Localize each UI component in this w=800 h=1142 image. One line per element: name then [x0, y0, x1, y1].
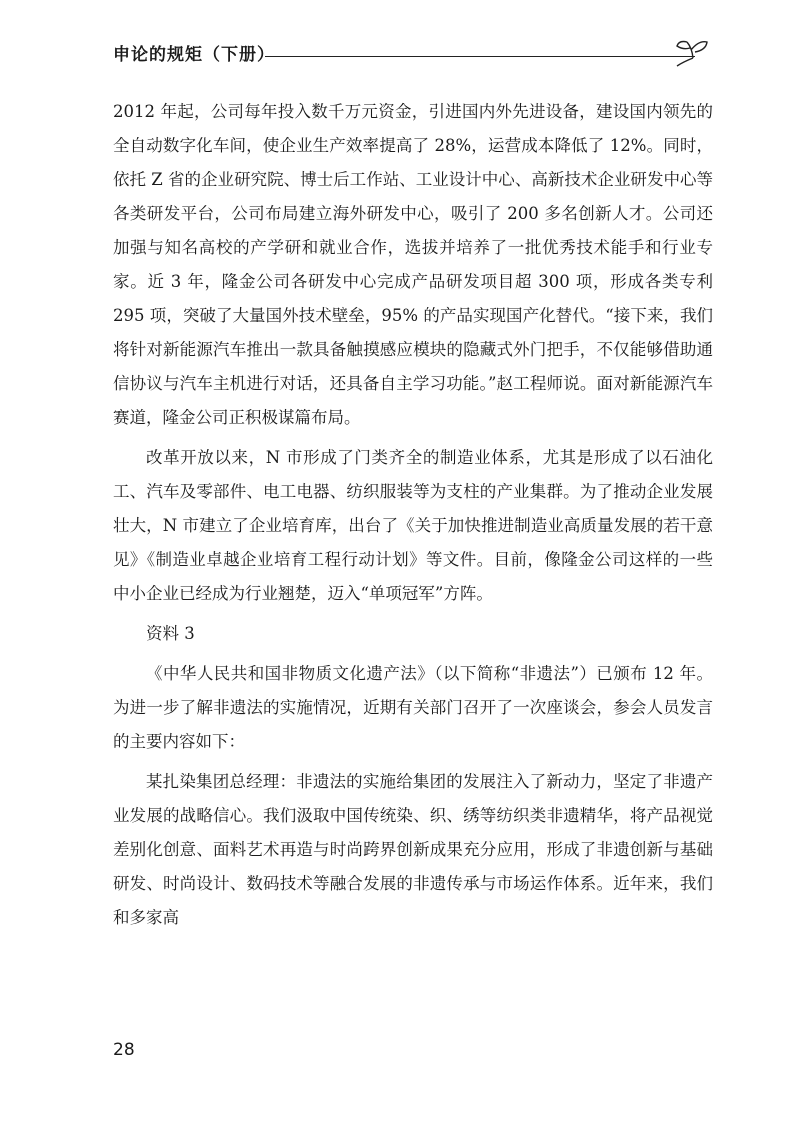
- paragraph-continuation: 2012 年起，公司每年投入数千万元资金，引进国内外先进设备，建设国内领先的全自动数字化车间，使企业生产效率提高了 28%，运营成本降低了 12%。同时，依托 Z 省的企业研究院、博士后工作站、工业设计中心、高新技术企业研发中心等各类研发平台，公司布局建立海外研发中心，吸引了 200 多名创新人才。公司还加强与知名高校的产学研和就业合作，选拔并培养了一批优秀技术能手和行业专家。近 3 年，隆金公司各研发中心完成产品研发项目超 300 项，形成各类专利 295 项，突破了大量国外技术壁垒，95% 的产品实现国产化替代。“接下来，我们将针对新能源汽车推出一款具备触摸感应模块的隐藏式外门把手，不仅能够借助通信协议与汽车主机进行对话，还具备自主学习功能。”赵工程师说。面对新能源汽车赛道，隆金公司正积极谋篇布局。: [113, 102, 713, 427]
- section-heading: 资料 3: [146, 624, 195, 643]
- paragraph-manufacturing: 改革开放以来，N 市形成了门类齐全的制造业体系，尤其是形成了以石油化工、汽车及零部件、电工电器、纺织服装等为支柱的产业集群。为了推动企业发展壮大，N 市建立了企业培育库，出台了《关于加快推进制造业高质量发展的若干意见》《制造业卓越企业培育工程行动计划》等文件。目前，像隆金公司这样的一些中小企业已经成为行业翘楚，迈入“单项冠军”方阵。: [113, 448, 713, 603]
- sprout-icon: [673, 36, 713, 72]
- book-title: 申论的规矩（下册）: [113, 45, 275, 65]
- paragraph-intro: 《中华人民共和国非物质文化遗产法》（以下简称“非遗法”）已颁布 12 年。为进一步了解非遗法的实施情况，近期有关部门召开了一次座谈会，参会人员发言的主要内容如下：: [113, 664, 713, 751]
- header-rule: [265, 56, 695, 57]
- paragraph-speaker: 某扎染集团总经理：非遗法的实施给集团的发展注入了新动力，坚定了非遗产业发展的战略信心。我们汲取中国传统染、织、绣等纺织类非遗精华，将产品视觉差别化创意、面料艺术再造与时尚跨界创新成果充分应用，形成了非遗创新与基础研发、时尚设计、数码技术等融合发展的非遗传承与市场运作体系。近年来，我们和多家高: [113, 772, 713, 927]
- running-header: [113, 36, 713, 76]
- page-number: 28: [113, 1040, 135, 1060]
- document-body: [113, 95, 713, 941]
